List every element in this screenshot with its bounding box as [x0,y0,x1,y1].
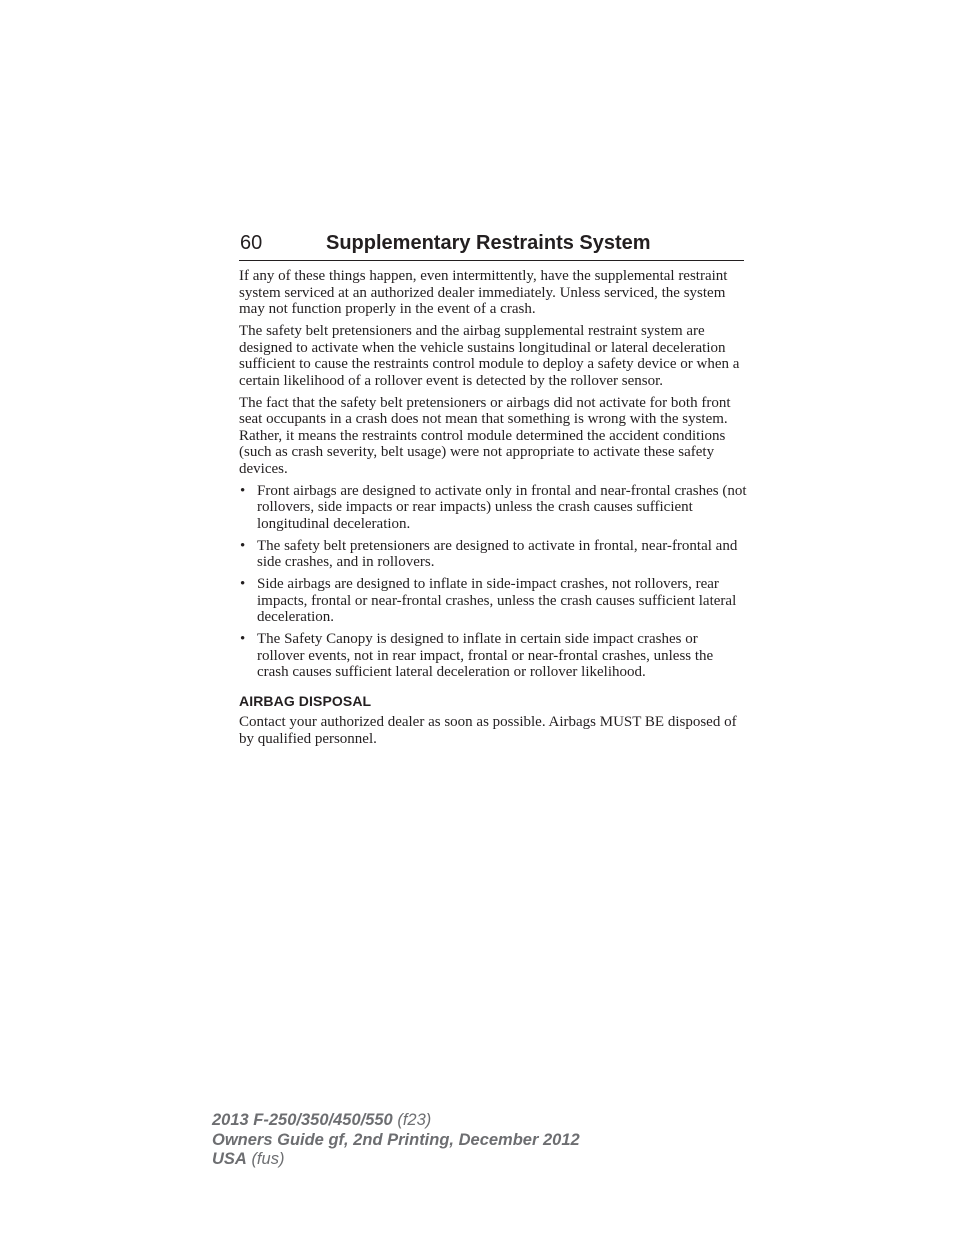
bullet-list [239,483,747,681]
footer-market: USA [212,1150,247,1168]
footer-market-code: (fus) [251,1150,285,1168]
page-header [239,228,744,261]
main-content [239,268,747,753]
bullet-icon: • [240,631,246,647]
section-title: Supplementary Restraints System [326,232,651,254]
list-item-text: The safety belt pretensioners are designed to activate in frontal, near-frontal and side crashes, and in rollovers. [257,537,738,570]
footer-model-code: (f23) [397,1111,432,1129]
list-item [239,576,747,626]
paragraph-activation: The safety belt pretensioners and the airbag supplemental restraint system are designed to activate when the vehicle sustains longitudinal or lateral deceleration sufficient to cause the restraints control module to deploy a safety device or when a certain likelihood of a rollover event is detected by the rollover sensor. [239,323,740,389]
airbag-disposal-heading: AIRBAG DISPOSAL [239,692,372,709]
footer-model: 2013 F-250/350/450/550 [212,1111,393,1129]
bullet-icon: • [240,537,246,554]
bullet-icon: • [240,482,246,499]
paragraph-no-activation: The fact that the safety belt pretensioners or airbags did not activate for both front seat occupants in a crash does not mean that something is wrong with the system. Rather, it means the restraints control module determined the accident conditions (such as crash severity, belt usage) were not appropriate to activate these safety devices. [239,394,731,477]
list-item [239,483,747,533]
bullet-icon: • [240,576,246,592]
paragraph-disposal: Contact your authorized dealer as soon as possible. Airbags MUST BE disposed of by qualified personnel. [239,714,737,747]
footer-line-guide [212,1131,580,1151]
paragraph-service: If any of these things happen, even intermittently, have the supplemental restraint system serviced at an authorized dealer immediately. Unless serviced, the system may not function properly in the event of a crash. [239,268,728,317]
list-item-text: The Safety Canopy is designed to inflate in certain side impact crashes or rollover events, not in rear impact, frontal or near-frontal crashes, unless the crash causes sufficient lateral deceleration or rollover likelihood. [257,631,714,680]
page-number: 60 [240,232,263,254]
list-item-text: Front airbags are designed to activate only in frontal and near-frontal crashes (not rollovers, side impacts or rear impacts) unless the crash causes sufficient longitudinal deceleration. [257,482,747,532]
footer-guide: Owners Guide gf, 2nd Printing, December 2012 [212,1130,580,1149]
list-item [239,631,747,681]
list-item [239,538,747,571]
page-footer [212,1111,580,1170]
footer-line-model [212,1111,580,1131]
list-item-text: Side airbags are designed to inflate in side-impact crashes, not rollovers, rear impacts, frontal or near-frontal crashes, unless the crash causes sufficient lateral deceleration. [257,576,737,625]
footer-line-market [212,1150,580,1170]
